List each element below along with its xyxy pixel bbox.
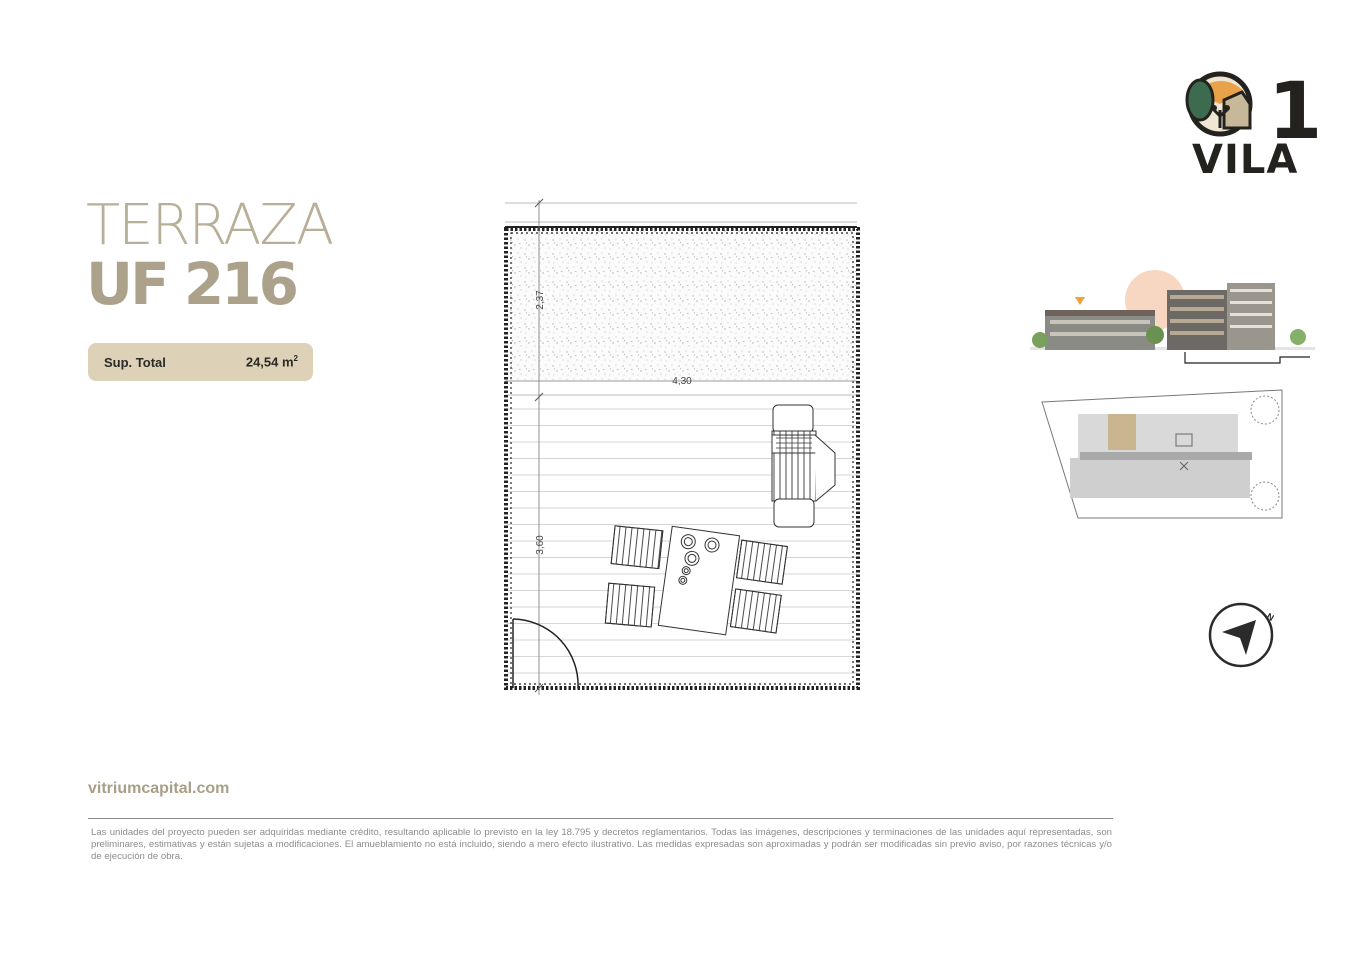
total-area-value-wrap: [246, 354, 298, 369]
building-elevation-thumbnail: [1030, 265, 1315, 380]
legal-disclaimer: Las unidades del proyecto pueden ser adquiridas mediante crédito, resultando aplicable lo previsto en la ley 18.795 y decretos reglamentarios. Todas las imágenes, descripciones y terminaciones de las unidades aquí representadas, son preliminares, estimativas y están sujetas a modificaciones. El amueblamiento no está incluido, siendo a mero efecto ilustrativo. Las medidas expresadas son aproximadas y podrán ser modificadas sin previo aviso, por razones técnicas y/o de ejecución de obra.: [91, 827, 1112, 862]
compass-north-letter: N: [1265, 611, 1276, 623]
logo-emblem-icon: [1187, 74, 1250, 134]
page-title-unit: UF 216: [86, 250, 296, 318]
page-title-line1: TERRAZA: [86, 193, 333, 258]
logo-number: 1: [1268, 67, 1323, 157]
dimension-label-bottom-height: 3,60: [535, 535, 546, 555]
dining-table: [658, 526, 739, 634]
tower-building-right: [1227, 283, 1275, 350]
dimension-label-width: 4,30: [672, 376, 692, 387]
website-link[interactable]: vitriumcapital.com: [88, 780, 230, 797]
footer-divider: [88, 818, 1113, 819]
dimension-label-top-height: 2,37: [535, 290, 546, 310]
total-area-label: Sup. Total: [104, 354, 166, 370]
total-area-exponent: 2: [293, 354, 298, 364]
terrace-floor-plan: [495, 195, 870, 700]
north-compass-icon: [1206, 600, 1276, 670]
site-plan-thumbnail: [1040, 388, 1285, 523]
highlighted-unit: [1108, 414, 1136, 450]
total-area-value: 24,54 m: [245, 354, 294, 370]
total-area-badge: [88, 343, 313, 381]
logo-wordmark: VILA: [1192, 137, 1299, 183]
planter-area: [507, 230, 857, 380]
